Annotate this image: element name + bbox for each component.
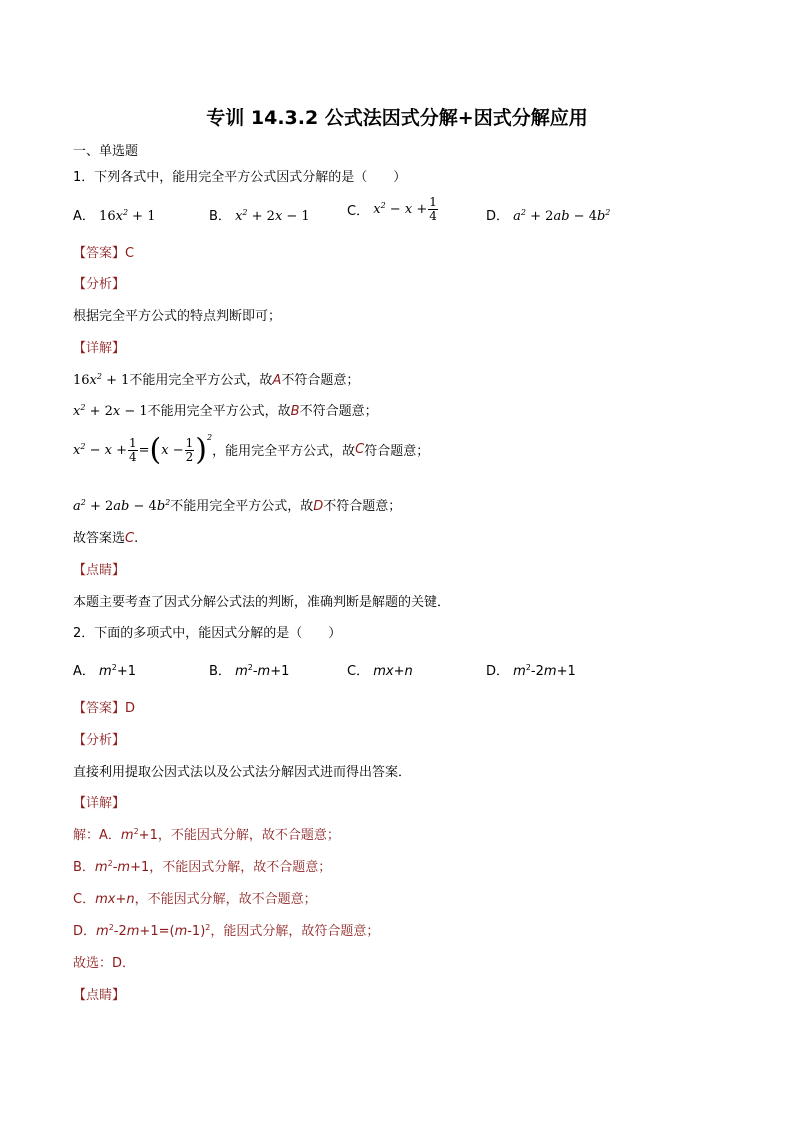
q2-detail-a-text: ，不能因式分解，故不合题意； <box>157 828 340 843</box>
q1-stem: 1．下列各式中，能用完全平方公式因式分解的是（ ） <box>73 170 407 185</box>
q1-detail-d-letter: D <box>313 499 324 514</box>
page-title: 专训 14.3.2 公式法因式分解+因式分解应用 <box>206 107 588 129</box>
q1-option-b-label: B． <box>209 209 231 224</box>
q1-conclusion-end: . <box>134 531 139 546</box>
q1-detail-d <box>73 495 401 514</box>
q2-detail-d-pre: D． <box>73 924 97 939</box>
q2-detail-b: B．$m^2-m+1$，不能因式分解，故不合题意； <box>73 859 332 875</box>
q2-analysis: 直接利用提取公因式法以及公式法分解因式进而得出答案． <box>73 765 412 780</box>
q1-detail-b-letter: B <box>290 404 300 419</box>
q1-detail-c-text: ，能用完全平方公式，故 <box>212 443 356 459</box>
q1-detail-b-end: 不符合题意； <box>299 404 378 419</box>
q1-answer-tag: 【答案】 <box>73 246 126 261</box>
q2-answer-value: D <box>125 701 136 716</box>
q2-answer <box>73 697 135 716</box>
q2-detail-tag: 【详解】 <box>73 796 126 811</box>
q2-detail-a-pre: 解：A． <box>73 828 121 843</box>
q2-detail-c-pre: C． <box>73 892 96 907</box>
q2-option-c: C． mx+n <box>347 664 413 679</box>
q1-option-a-label: A． <box>73 209 95 224</box>
q1-detail-d-end: 不符合题意； <box>323 499 402 514</box>
q2-detail-d: D．$m^2-2m+1=(m-1)^2$，能因式分解，故符合题意； <box>73 923 380 939</box>
q1-detail-b-text: 不能用完全平方公式，故 <box>147 404 291 419</box>
q1-detail-d-expr: $a^2 + 2ab - 4b^2$ <box>73 498 171 514</box>
q1-detail-a-end: 不符合题意； <box>281 373 360 388</box>
q2-option-d-label: D． <box>486 664 510 679</box>
q2-detail-b-text: ，不能因式分解，故不合题意； <box>149 860 332 875</box>
q1-detail-b <box>73 400 378 419</box>
q1-detail-a <box>73 369 359 388</box>
q2-detail-c: C．mx+n，不能因式分解，故不合题意； <box>73 892 317 907</box>
q1-detail-a-letter: A <box>272 373 282 388</box>
q2-answer-tag: 【答案】 <box>73 701 126 716</box>
q1-option-b-expr: $x^2 + 2x - 1$ <box>235 208 310 224</box>
q2-detail-b-pre: B． <box>73 860 95 875</box>
q1-option-c-label: C． <box>347 204 370 219</box>
q1-option-d-label: D． <box>486 209 510 224</box>
q2-option-d: D． $m^2-2m+1$ <box>486 663 576 679</box>
q1-comment-tag: 【点睛】 <box>73 563 126 578</box>
q1-option-c <box>347 196 439 223</box>
q2-conclusion: 故选：D． <box>73 956 136 971</box>
q1-conclusion <box>73 527 138 546</box>
q1-answer-value: C <box>125 246 135 261</box>
q1-option-a-expr: $16x^2 + 1$ <box>99 208 156 224</box>
q2-detail-a: 解：A．$m^2+1$，不能因式分解，故不合题意； <box>73 827 340 843</box>
section-heading: 一、单选题 <box>73 144 139 159</box>
q1-detail-c-end: 符合题意； <box>364 443 430 459</box>
q1-option-c-expr: $x^2 - x$ + $\frac{1}{4}$ <box>373 195 437 223</box>
q2-comment-tag: 【点睛】 <box>73 988 126 1003</box>
q2-option-c-label: C． <box>347 664 370 679</box>
q2-detail-c-text: ，不能因式分解，故不合题意； <box>134 892 317 907</box>
q2-analysis-tag: 【分析】 <box>73 733 126 748</box>
q1-answer <box>73 242 134 261</box>
q1-option-d <box>486 205 610 224</box>
q2-option-a-label: A． <box>73 664 95 679</box>
q1-detail-tag: 【详解】 <box>73 341 126 356</box>
q1-detail-c-letter: C <box>355 441 365 457</box>
q1-option-d-expr: $a^2 + 2ab - 4b^2$ <box>513 208 611 224</box>
q1-option-a <box>73 205 155 224</box>
q1-detail-b-expr: $x^2 + 2x - 1$ <box>73 403 148 419</box>
q1-detail-d-text: 不能用完全平方公式，故 <box>170 499 314 514</box>
q1-comment: 本题主要考查了因式分解公式法的判断，准确判断是解题的关键． <box>73 595 451 610</box>
q1-option-b <box>209 205 310 224</box>
q1-conclusion-letter: C <box>125 531 135 546</box>
q1-detail-a-text: 不能用完全平方公式，故 <box>129 373 273 388</box>
q2-detail-d-text: ，能因式分解，故符合题意； <box>210 924 380 939</box>
q2-option-b: B． $m^2-m+1$ <box>209 663 290 679</box>
q1-analysis: 根据完全平方公式的特点判断即可； <box>73 309 282 324</box>
q1-analysis-tag: 【分析】 <box>73 277 126 292</box>
q1-detail-c-expr: $x^2 - x$ + $\frac{1}{4}$ =(x − $\frac{1}{2}$ )$^2$ <box>73 432 213 468</box>
q1-detail-a-expr: $16x^2 + 1$ <box>73 372 130 388</box>
q1-conclusion-text: 故答案选 <box>73 531 126 546</box>
q2-option-a: A． $m^2+1$ <box>73 663 136 679</box>
q2-option-b-label: B． <box>209 664 231 679</box>
q1-detail-c <box>73 433 429 466</box>
q2-option-a-expr: m <box>99 664 112 679</box>
q2-stem: 2．下面的多项式中，能因式分解的是（ ） <box>73 626 342 641</box>
